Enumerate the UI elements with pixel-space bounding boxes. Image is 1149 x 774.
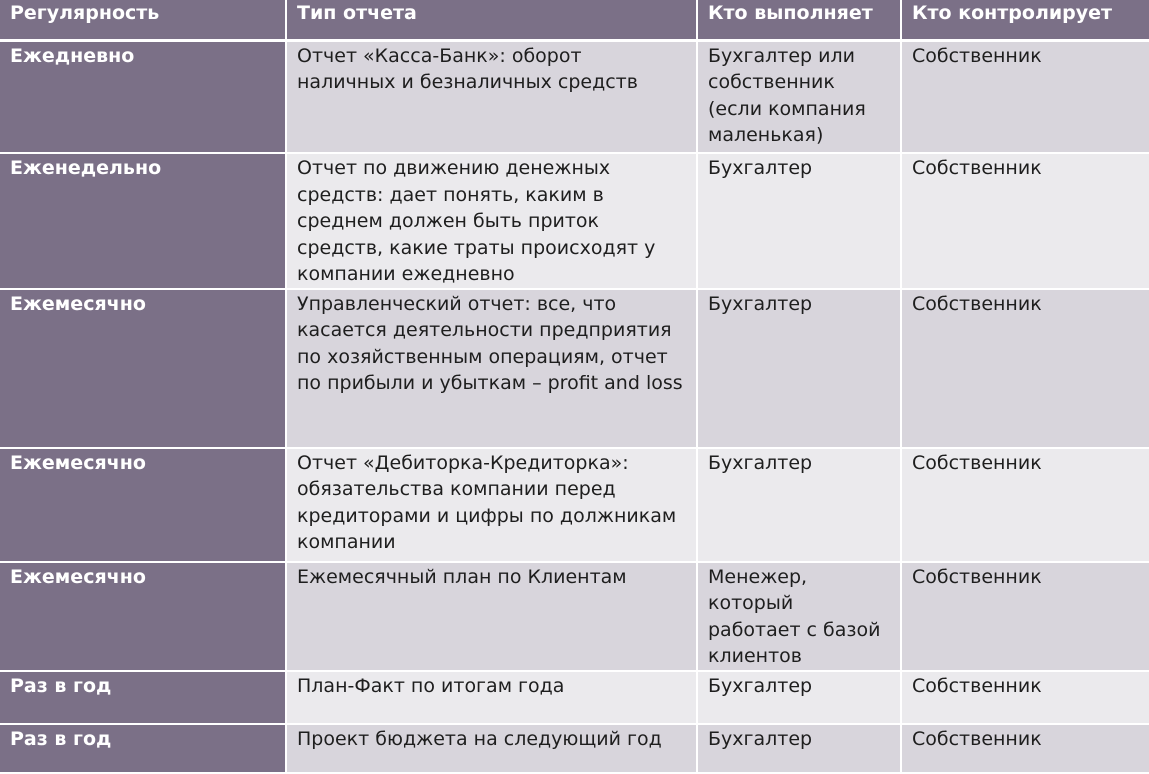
regularity-cell: Ежемесячно — [0, 289, 286, 448]
performer-cell: Бухгалтер — [697, 671, 901, 724]
table-header — [0, 0, 1149, 40]
performer-cell: Менежер, который работает с базой клиентов — [697, 562, 901, 671]
regularity-cell: Раз в год — [0, 724, 286, 773]
regularity-cell: Ежемесячно — [0, 448, 286, 562]
table-body — [0, 40, 1149, 773]
controller-cell: Собственник — [901, 153, 1149, 289]
table-row — [0, 724, 1149, 773]
controller-cell: Собственник — [901, 562, 1149, 671]
table-row — [0, 289, 1149, 448]
performer-cell: Бухгалтер — [697, 724, 901, 773]
report-type-cell: Управленческий отчет: все, что касается деятельности предприятия по хозяйственным операциям, отчет по прибыли и убыткам – profit and loss — [286, 289, 697, 448]
performer-cell: Бухгалтер — [697, 448, 901, 562]
header-report-type: Тип отчета — [286, 0, 697, 40]
regularity-cell: Еженедельно — [0, 153, 286, 289]
table-row — [0, 40, 1149, 153]
header-controller: Кто контролирует — [901, 0, 1149, 40]
performer-cell: Бухгалтер — [697, 289, 901, 448]
header-row — [0, 0, 1149, 40]
regularity-cell: Раз в год — [0, 671, 286, 724]
report-type-cell: Проект бюджета на следующий год — [286, 724, 697, 773]
table-row — [0, 448, 1149, 562]
controller-cell: Собственник — [901, 724, 1149, 773]
table-row — [0, 671, 1149, 724]
header-performer: Кто выполняет — [697, 0, 901, 40]
performer-cell: Бухгалтер — [697, 153, 901, 289]
report-type-cell: Отчет «Дебиторка-Кредиторка»: обязательства компании перед кредиторами и цифры по должникам компании — [286, 448, 697, 562]
regularity-cell: Ежемесячно — [0, 562, 286, 671]
report-type-cell: Отчет по движению денежных средств: дает понять, каким в среднем должен быть приток средств, какие траты происходят у компании ежедневно — [286, 153, 697, 289]
controller-cell: Собственник — [901, 40, 1149, 153]
controller-cell: Собственник — [901, 448, 1149, 562]
report-type-cell: План-Факт по итогам года — [286, 671, 697, 724]
table-row — [0, 153, 1149, 289]
controller-cell: Собственник — [901, 671, 1149, 724]
report-type-cell: Ежемесячный план по Клиентам — [286, 562, 697, 671]
controller-cell: Собственник — [901, 289, 1149, 448]
header-regularity: Регулярность — [0, 0, 286, 40]
report-type-cell: Отчет «Касса-Банк»: оборот наличных и безналичных средств — [286, 40, 697, 153]
performer-cell: Бухгалтер или собственник (если компания маленькая) — [697, 40, 901, 153]
regularity-cell: Ежедневно — [0, 40, 286, 153]
table-row — [0, 562, 1149, 671]
